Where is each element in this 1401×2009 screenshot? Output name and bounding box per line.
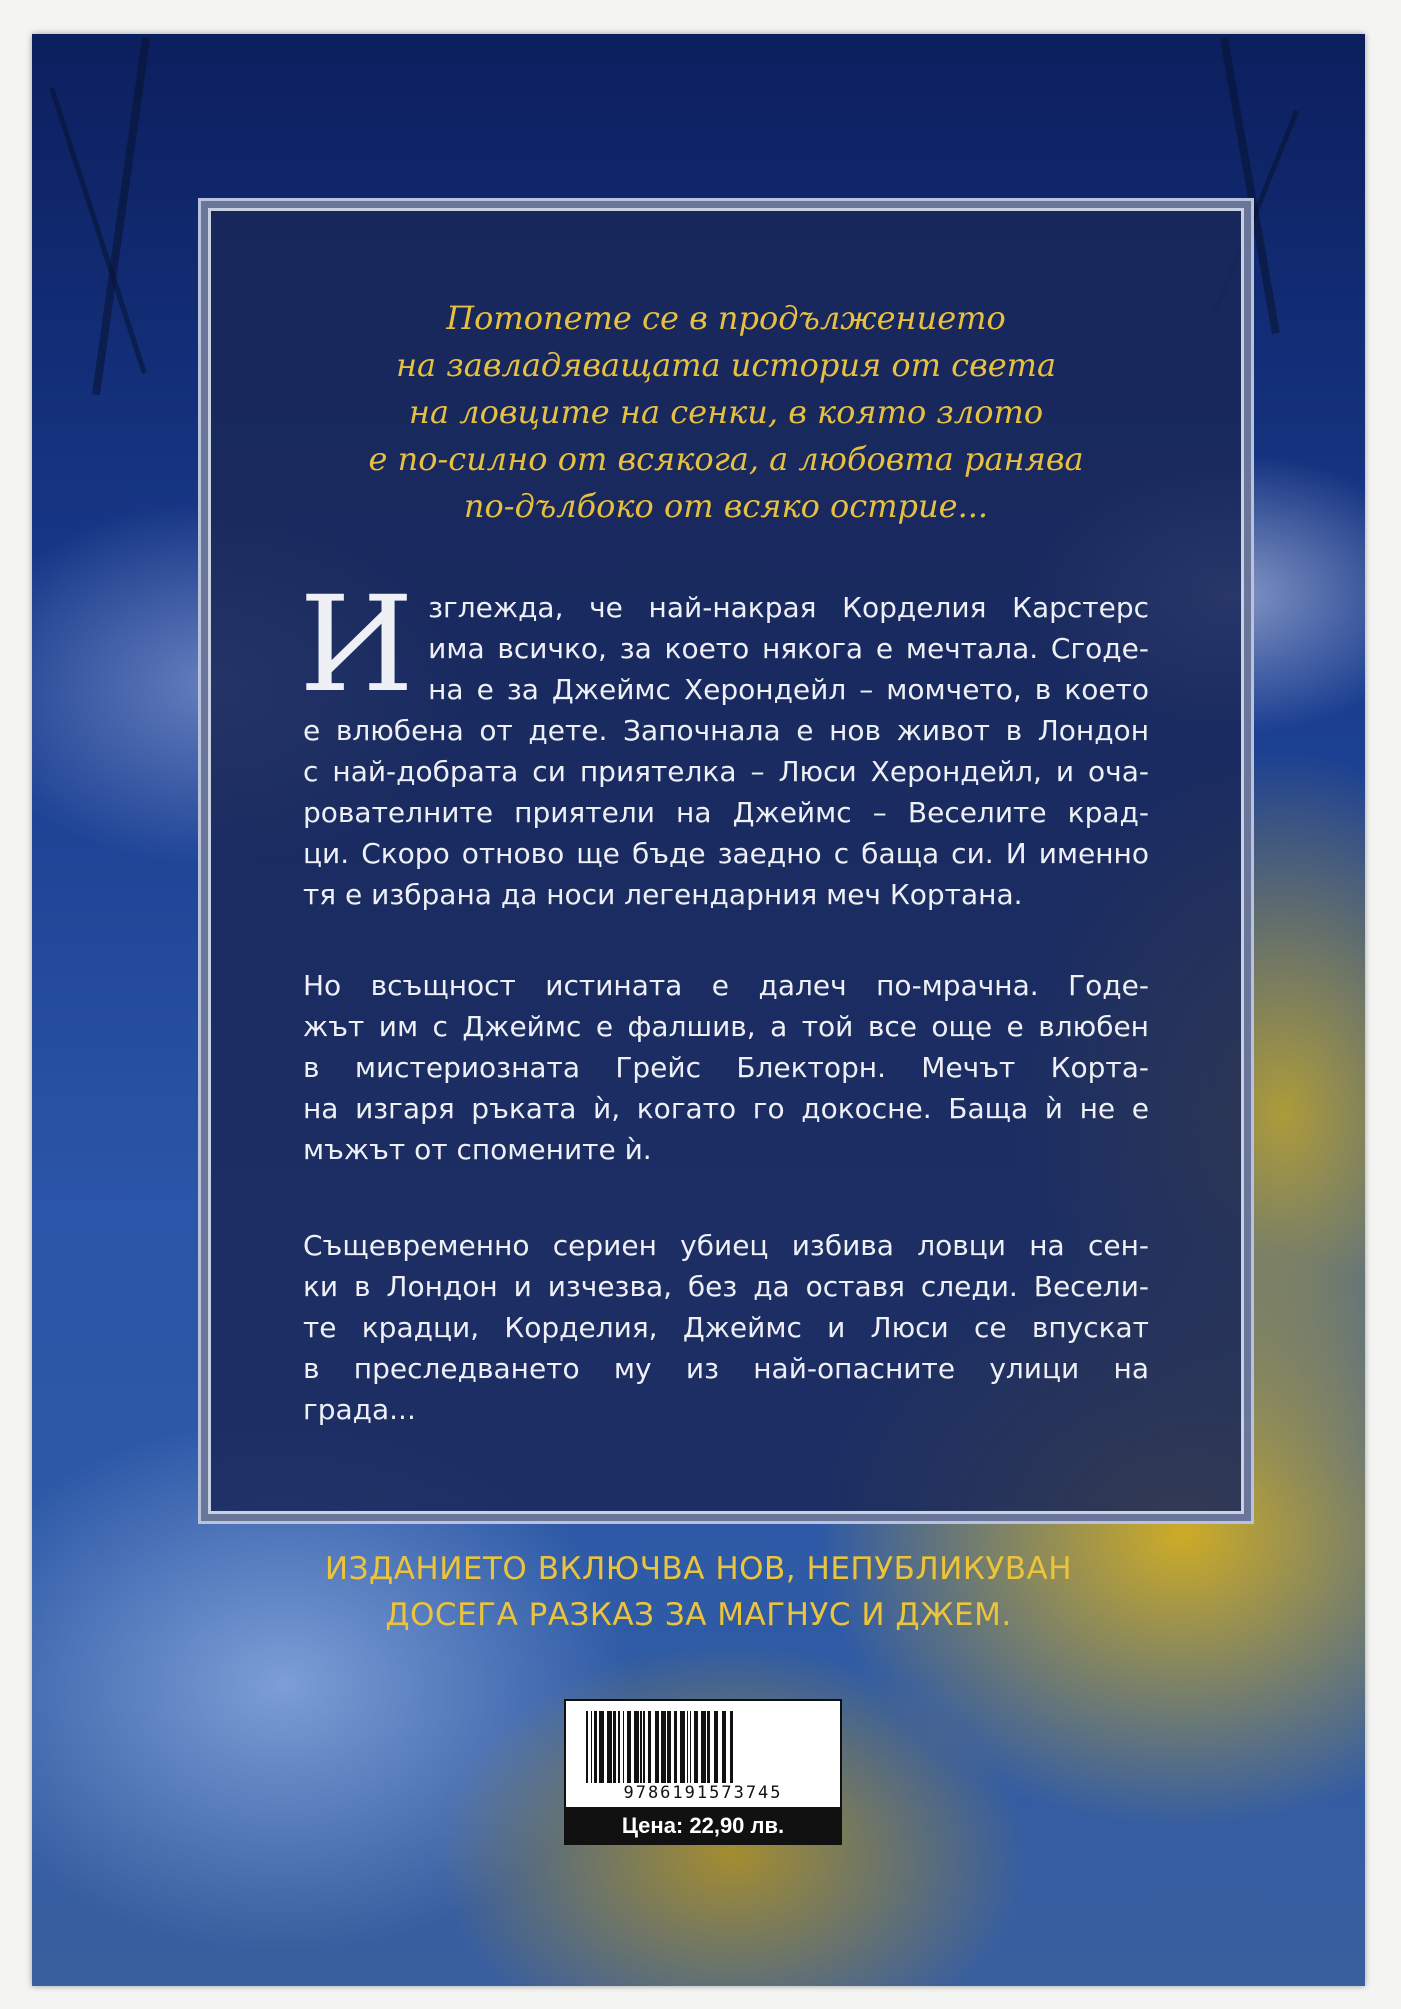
paragraph-line: Същевременно сериен убиец избива ловци на сен- — [303, 1229, 1149, 1262]
intro-line: на завладяващата история от света — [395, 346, 1057, 384]
paragraph-3 — [303, 1225, 1149, 1430]
paragraph-line: на изгаря ръката ѝ, когато го докосне. Баща ѝ не е — [303, 1092, 1149, 1125]
paragraph-line: с най-добрата си приятелка – Люси Херондейл, и оча- — [303, 755, 1149, 788]
book-back-cover — [32, 34, 1365, 1986]
price-tag: Цена: 22,90 лв. — [564, 1807, 842, 1845]
paragraph-line: ки в Лондон и изчезва, без да оставя следи. Весели- — [303, 1270, 1149, 1303]
paragraph-line: ци. Скоро отново ще бъде заедно с баща си. И именно — [303, 837, 1149, 870]
intro-tagline — [211, 295, 1241, 530]
paragraph-line: в преследването му из най-опасните улици на — [303, 1352, 1149, 1385]
edition-note — [32, 1546, 1365, 1638]
tree-silhouette — [92, 38, 150, 396]
barcode-bar — [733, 1711, 735, 1783]
paragraph-line: рователните приятели на Джеймс – Веселите крад- — [303, 796, 1149, 829]
paragraph-line: на е за Джеймс Херондейл – момчето, в което — [428, 673, 1149, 706]
edition-note-line: ДОСЕГА РАЗКАЗ ЗА МАГНУС И ДЖЕМ. — [385, 1597, 1012, 1633]
paragraph-1 — [299, 568, 1149, 915]
intro-line: по-дълбоко от всяко острие... — [463, 487, 989, 525]
isbn-number: 9786191573745 — [623, 1783, 783, 1803]
paragraph-line: е влюбена от дете. Започнала е нов живот в Лондон — [303, 714, 1149, 747]
intro-line: е по-силно от всякога, а любовта ранява — [368, 440, 1084, 478]
paragraph-line: Но всъщност истината е далеч по-мрачна. Годе- — [303, 969, 1149, 1002]
paragraph-2 — [303, 965, 1149, 1170]
barcode-bars — [586, 1711, 820, 1783]
paragraph-line: зглежда, че най-накрая Корделия Карстерс — [428, 591, 1149, 624]
paragraph-line: в мистериозната Грейс Блекторн. Мечът Кортa- — [303, 1051, 1149, 1084]
paragraph-line: жът им с Джеймс е фалшив, а той все още е влюбен — [303, 1010, 1149, 1043]
paragraph-line: мъжът от спомените ѝ. — [303, 1133, 652, 1166]
edition-note-line: ИЗДАНИЕТО ВКЛЮЧВА НОВ, НЕПУБЛИКУВАН — [324, 1551, 1073, 1587]
intro-line: на ловците на сенки, в която злото — [408, 393, 1044, 431]
blurb-panel — [208, 208, 1244, 1514]
drop-cap: И — [299, 568, 415, 722]
paragraph-line: те крадци, Корделия, Джеймс и Люси се впускат — [303, 1311, 1149, 1344]
barcode-label — [564, 1699, 842, 1845]
paragraph-line: има всичко, за което някога е мечтала. Сгоде- — [428, 632, 1149, 665]
intro-line: Потопете се в продължението — [446, 299, 1006, 337]
paragraph-line: града... — [303, 1393, 416, 1426]
paragraph-line: тя е избрана да носи легендарния меч Кортана. — [303, 878, 1023, 911]
